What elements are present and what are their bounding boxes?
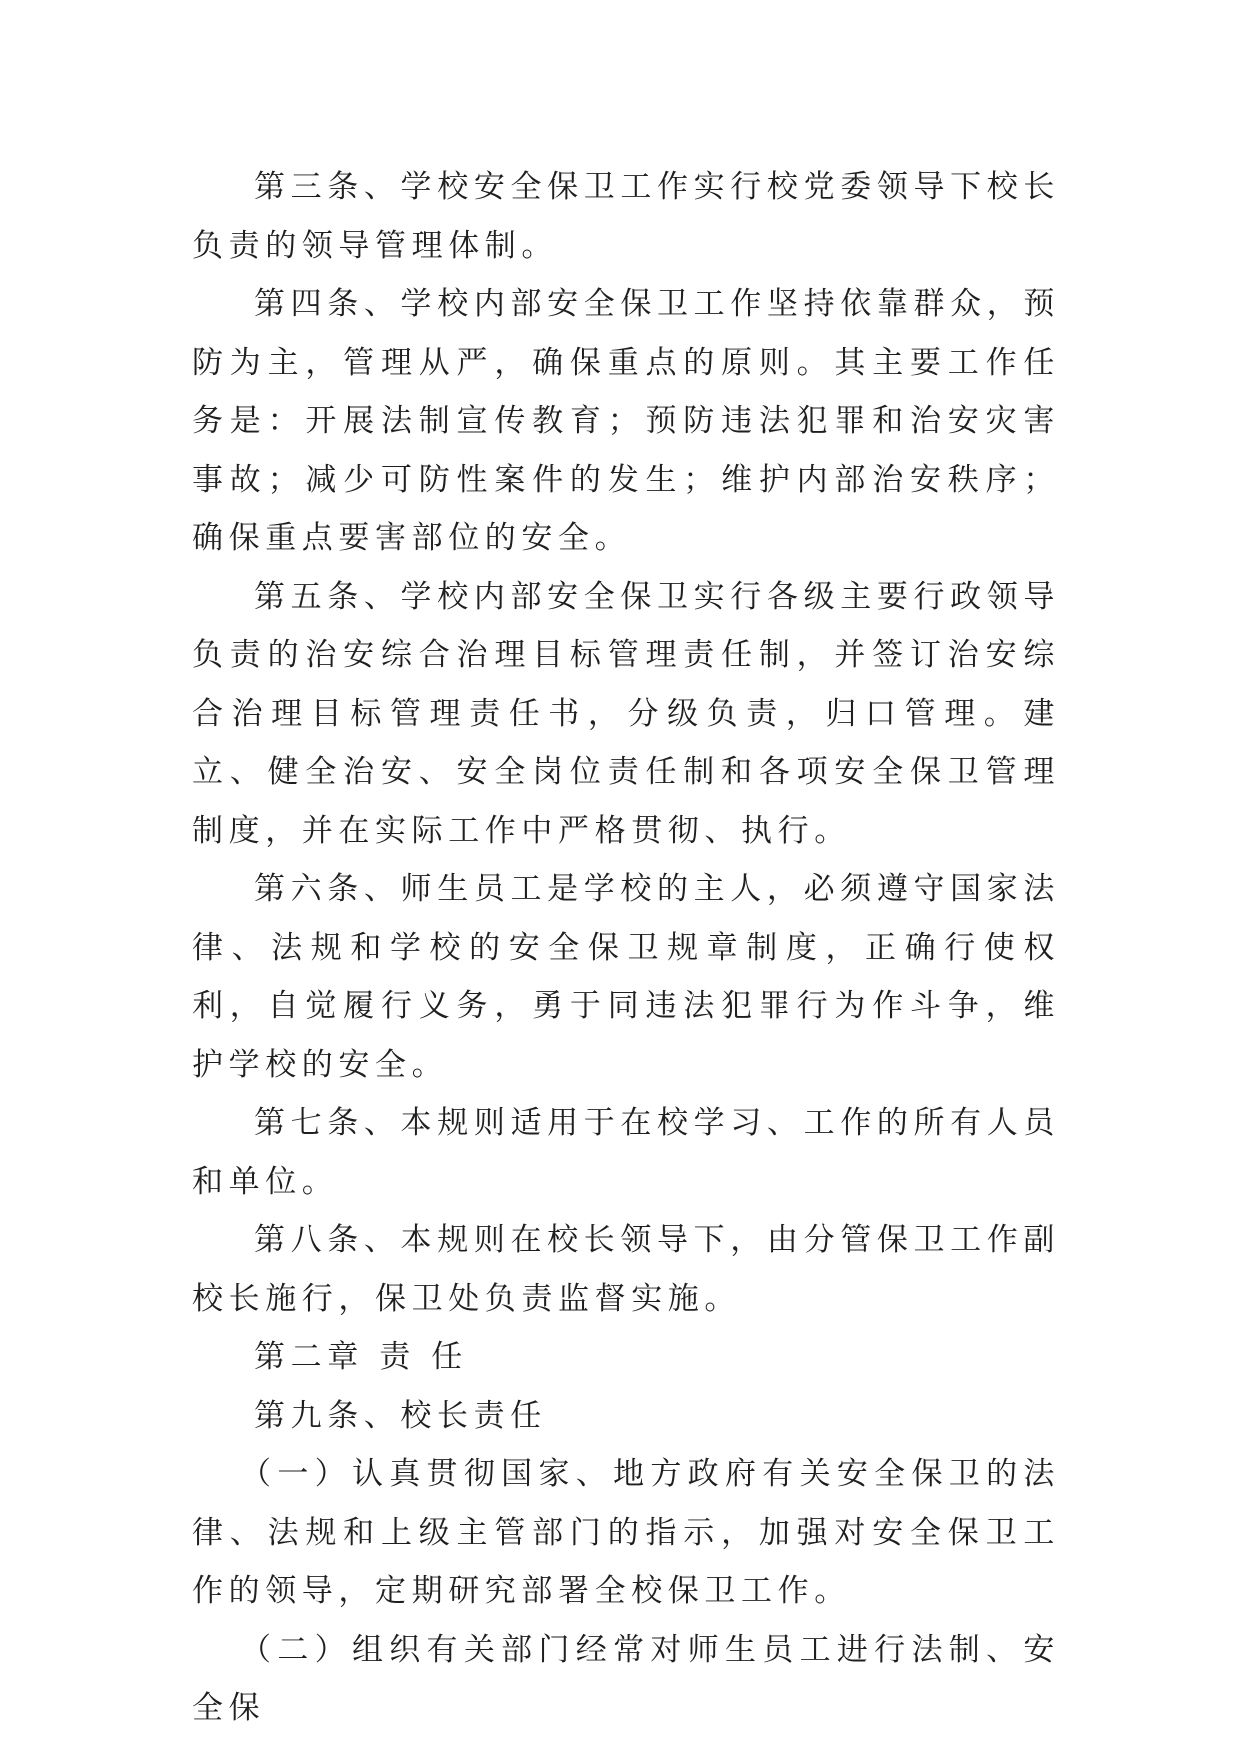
document-body [192, 158, 1060, 1738]
article-9-item-1-paragraph: （一）认真贯彻国家、地方政府有关安全保卫的法律、法规和上级主管部门的指示，加强对安全保卫工作的领导，定期研究部署全校保卫工作。 [192, 1456, 1060, 1609]
article-9-item-2-paragraph: （二）组织有关部门经常对师生员工进行法制、安全保 [192, 1631, 1060, 1726]
article-5-paragraph: 第五条、学校内部安全保卫实行各级主要行政领导负责的治安综合治理目标管理责任制，并签订治安综合治理目标管理责任书，分级负责，归口管理。建立、健全治安、安全岗位责任制和各项安全保卫管理制度，并在实际工作中严格贯彻、执行。 [192, 578, 1060, 849]
article-8-paragraph: 第八条、本规则在校长领导下，由分管保卫工作副校长施行，保卫处负责监督实施。 [192, 1222, 1060, 1317]
article-6-paragraph: 第六条、师生员工是学校的主人，必须遵守国家法律、法规和学校的安全保卫规章制度，正确行使权利，自觉履行义务，勇于同违法犯罪行为作斗争，维护学校的安全。 [192, 871, 1060, 1083]
article-3-paragraph: 第三条、学校安全保卫工作实行校党委领导下校长负责的领导管理体制。 [192, 169, 1060, 264]
chapter-2-heading: 第二章 责 任 [254, 1339, 468, 1375]
article-4-paragraph: 第四条、学校内部安全保卫工作坚持依靠群众，预防为主，管理从严，确保重点的原则。其主要工作任务是：开展法制宣传教育；预防违法犯罪和治安灾害事故；减少可防性案件的发生；维护内部治安秩序；确保重点要害部位的安全。 [192, 286, 1060, 556]
article-7-paragraph: 第七条、本规则适用于在校学习、工作的所有人员和单位。 [192, 1105, 1060, 1200]
article-9-heading: 第九条、校长责任 [254, 1397, 547, 1434]
